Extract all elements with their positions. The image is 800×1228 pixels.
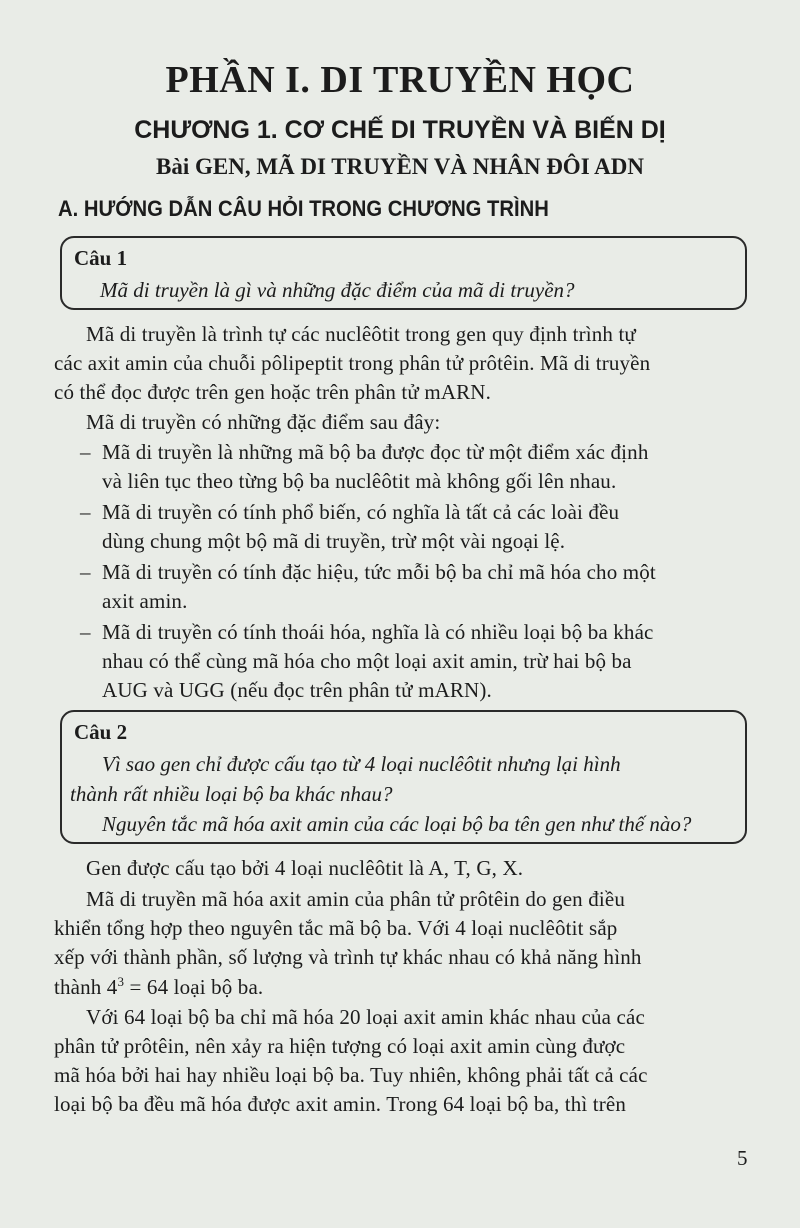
bullet-dash: –: [80, 440, 91, 464]
answer-2-line: khiển tổng hợp theo nguyên tắc mã bộ ba. Với 4 loại nuclêôtit sắp: [54, 916, 618, 940]
section-title: A. HƯỚNG DẪN CÂU HỎI TRONG CHƯƠNG TRÌNH: [58, 196, 549, 221]
part-title: PHẦN I. DI TRUYỀN HỌC: [165, 59, 635, 101]
bullet-dash: –: [80, 560, 91, 584]
answer-1-line: có thể đọc được trên gen hoặc trên phân tử mARN.: [54, 380, 492, 404]
answer-2-formula-line: [54, 974, 263, 1000]
answer-2-line: Gen được cấu tạo bởi 4 loại nuclêôtit là A, T, G, X.: [86, 856, 524, 880]
lesson-title: Bài GEN, MÃ DI TRUYỀN VÀ NHÂN ĐÔI ADN: [156, 154, 644, 179]
bullet-line: nhau có thể cùng mã hóa cho một loại axit amin, trừ hai bộ ba: [102, 649, 632, 673]
question-1-box: [60, 236, 747, 310]
answer-2-line: xếp với thành phần, số lượng và trình tự khác nhau có khả năng hình: [54, 945, 642, 969]
answer-2-line: phân tử prôtêin, nên xảy ra hiện tượng có loại axit amin cùng được: [54, 1034, 626, 1058]
answer-1-line: các axit amin của chuỗi pôlipeptit trong phân tử prôtêin. Mã di truyền: [54, 351, 651, 375]
question-1-text: Mã di truyền là gì và những đặc điểm của mã di truyền?: [100, 278, 575, 302]
page-number: 5: [737, 1146, 748, 1170]
bullet-line: dùng chung một bộ mã di truyền, trừ một vài ngoại lệ.: [102, 529, 566, 553]
chapter-title: CHƯƠNG 1. CƠ CHẾ DI TRUYỀN VÀ BIẾN DỊ: [134, 116, 666, 144]
question-2-label: Câu 2: [74, 720, 128, 744]
formula-suffix: = 64 loại bộ ba.: [124, 975, 264, 999]
answer-2-line: Với 64 loại bộ ba chỉ mã hóa 20 loại axit amin khác nhau của các: [86, 1005, 645, 1029]
bullet-dash: –: [80, 620, 91, 644]
bullet-line: axit amin.: [102, 589, 188, 613]
answer-2-line: loại bộ ba đều mã hóa được axit amin. Trong 64 loại bộ ba, thì trên: [54, 1092, 627, 1116]
question-2-text: thành rất nhiều loại bộ ba khác nhau?: [70, 782, 393, 806]
answer-2-line: Mã di truyền mã hóa axit amin của phân tử prôtêin do gen điều: [86, 887, 625, 911]
answer-1-line: Mã di truyền là trình tự các nuclêôtit trong gen quy định trình tự: [86, 322, 636, 346]
question-2-text: Nguyên tắc mã hóa axit amin của các loại bộ ba tên gen như thế nào?: [102, 812, 692, 836]
bullet-line: AUG và UGG (nếu đọc trên phân tử mARN).: [102, 678, 492, 702]
bullet-dash: –: [80, 500, 91, 524]
bullet-line: Mã di truyền có tính thoái hóa, nghĩa là có nhiều loại bộ ba khác: [102, 620, 654, 644]
formula-prefix: thành 4: [54, 975, 118, 999]
question-2-box: [60, 710, 747, 844]
question-1-label: Câu 1: [74, 246, 128, 270]
bullet-line: và liên tục theo từng bộ ba nuclêôtit mà không gối lên nhau.: [102, 469, 617, 493]
bullet-line: Mã di truyền là những mã bộ ba được đọc từ một điểm xác định: [102, 440, 649, 464]
formula-exponent: 3: [117, 974, 125, 989]
answer-1-intro: Mã di truyền có những đặc điểm sau đây:: [86, 410, 441, 434]
answer-2-line: mã hóa bởi hai hay nhiều loại bộ ba. Tuy nhiên, không phải tất cả các: [54, 1063, 648, 1087]
question-2-text: Vì sao gen chỉ được cấu tạo từ 4 loại nuclêôtit nhưng lại hình: [102, 752, 621, 776]
bullet-line: Mã di truyền có tính phổ biến, có nghĩa là tất cả các loài đều: [102, 500, 620, 524]
bullet-line: Mã di truyền có tính đặc hiệu, tức mỗi bộ ba chỉ mã hóa cho một: [102, 560, 656, 584]
